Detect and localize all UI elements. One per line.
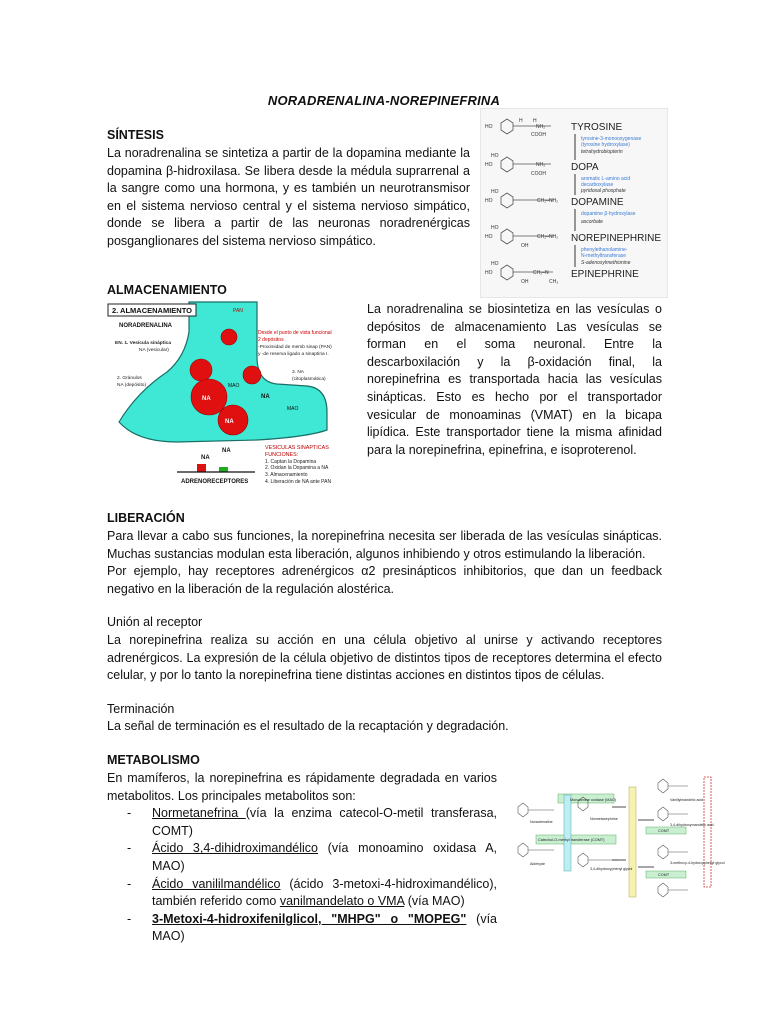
dopa-label: DOPA: [571, 162, 599, 173]
na-vesicle-label-1: NA: [202, 396, 211, 402]
dopamine-label: DOPAMINE: [571, 197, 624, 208]
metabolite-2-name: Ácido 3,4-dihidroximandélico: [152, 841, 318, 856]
ne-enzyme-2: N-methyltransferase: [581, 253, 627, 259]
vf-item-3: 3. Almacenamiento: [265, 472, 308, 478]
note-3: -Proximidad de memb sinap (PAN): [258, 345, 332, 350]
svg-text:CH₂–NH₂: CH₂–NH₂: [537, 198, 559, 204]
mao-label-1: MAO: [228, 383, 240, 389]
liberacion-text-a: Para llevar a cabo sus funciones, la norepinefrina necesita ser liberada de las vesículas sinápticas. Muchas sustancias modulan esta liberación, algunos inhibiendo y otros estimulando la liberación.: [107, 529, 662, 561]
tyrosine-enzyme-1: tyrosine-3-monooxygenase: [581, 136, 642, 142]
sintesis-text: La noradrenalina se sintetiza a partir de la dopamina mediante la dopamina β-hidroxilasa. Se libera desde la médula suprarrenal a la sangre como una hormona, y es también un neurotransmisor en el sistema nervioso central y el sistema nervioso simpático, donde se libera a partir de las neuronas noradrenérgicas posganglionares del sistema nervioso simpático.: [107, 146, 470, 248]
svg-text:NH₂: NH₂: [536, 124, 546, 130]
metabolite-item-3: [107, 876, 497, 911]
svg-text:HO: HO: [491, 225, 499, 231]
svg-text:CH₃: CH₃: [549, 279, 559, 285]
vf-title-2: FUNCIONES:: [265, 452, 299, 458]
synthesis-pathway-figure: [480, 108, 668, 298]
liberacion-text-b: Por ejemplo, hay receptores adrenérgicos α2 presinápticos inhibitorios, que dan un feedback negativo en la liberación de la regulación alostérica.: [107, 564, 662, 596]
almacenamiento-text: La noradrenalina se biosintetiza en las vesículas o depósitos de almacenamiento Las vesículas se forman en el soma neuronal. Entre la descarboxilación y la β-oxidación final, la norepinefrina es transportada hacia las vesículas sinápticas. Esto es hecho por el transportador vesicular de monoaminas (VMAT) en la bicapa lipídica. Este transportador tiene la misma afinidad para la norepinefrina, epinefrina, e isoproterenol.: [367, 302, 662, 457]
dopamine-enzyme: dopamine β-hydroxylase: [581, 211, 636, 217]
mao-label-2: MAO: [287, 406, 299, 412]
synthesis-pathway-diagram: [481, 109, 667, 297]
na-free-label-2: NA: [222, 448, 231, 454]
svg-text:HO: HO: [485, 162, 493, 168]
storage-subtitle: NORADRENALINA: [119, 323, 172, 329]
metabolite-item-1: [107, 805, 497, 840]
metab-comt-long-label: Catechol-O-methyl transferase (COMT): [538, 838, 605, 842]
metabolite-3-alt-name: vanilmandelato o VMA: [279, 894, 405, 909]
metabolite-2-detail: (vía monoamino oxidasa A, MAO): [152, 841, 497, 873]
svg-text:HO: HO: [485, 234, 493, 240]
vf-item-2: 2. Oxidan la Dopamina a NA: [265, 465, 329, 471]
metab-label-mhpg: 3-methoxy-4-hydroxyphenyl glycol: [670, 861, 725, 865]
receptor-green: [219, 467, 228, 472]
metab-comt-label-b: COMT: [658, 873, 670, 877]
metabolism-figure: [508, 775, 725, 915]
epinephrine-label: EPINEPHRINE: [571, 269, 639, 280]
metab-mao-label: Monoamine oxidase (MAO): [570, 798, 617, 802]
granule-label-1: 2. Gránulos: [117, 376, 142, 381]
svg-text:HO: HO: [491, 261, 499, 267]
metabolism-diagram: [508, 775, 725, 915]
page-title: NORADRENALINA-NOREPINEFRINA: [267, 93, 501, 108]
svg-text:CH₂–N: CH₂–N: [533, 270, 549, 276]
metabolite-4-detail: (vía MAO): [152, 911, 497, 944]
metabolite-item-2: [107, 840, 497, 875]
adrenoreceptors-label: ADRENORECEPTORES: [181, 479, 249, 485]
pan-label: PAN: [233, 308, 243, 314]
svg-text:CH₂–NH₂: CH₂–NH₂: [537, 234, 559, 240]
svg-text:H: H: [519, 118, 523, 124]
union-text: La norepinefrina realiza su acción en una célula objetivo al unirse y activando receptores adrenérgicos. La expresión de la célula objetivo de distintos tipos de receptores determina el efecto celular, y por lo tanto la norepinefrina tiene distintas acciones en distintos tipos de células.: [107, 633, 662, 683]
cyto-na-label-1: 3. NA: [292, 370, 304, 375]
vf-title-1: VESICULAS SINAPTICAS: [265, 445, 329, 451]
norepinephrine-label: NOREPINEPHRINE: [571, 233, 662, 244]
na-free-label-3: NA: [201, 455, 210, 461]
svg-text:NH₂: NH₂: [536, 162, 546, 168]
note-4: y -de reserva ligado a sinaptina I.: [258, 352, 329, 357]
metabolite-3-name: Ácido vanililmandélico: [152, 876, 281, 891]
tyrosine-enzyme-2: (tyrosine hydroxylase): [581, 142, 630, 148]
metab-label-ne: Noradrenaline: [530, 820, 553, 824]
metab-label-nm: Normetanephrine: [590, 817, 618, 821]
vf-item-1: 1. Captan la Dopamina: [265, 459, 317, 465]
metabolite-1-detail: (vía la enzima catecol-O-metil transferasa, COMT): [152, 806, 498, 838]
cofactor-1: tetrahydrobiopterin: [581, 149, 623, 155]
metab-comt-label-a: COMT: [658, 829, 670, 833]
metabolismo-heading: METABOLISMO: [107, 753, 200, 767]
almacenamiento-heading: ALMACENAMIENTO: [107, 283, 227, 297]
metabolite-3-alt-detail: (vía MAO): [404, 894, 465, 909]
svg-text:COOH: COOH: [531, 171, 546, 177]
vf-item-4: 4. Liberación de NA ante PAN: [265, 479, 332, 485]
receptor-red: [197, 464, 206, 472]
metabolite-list: [107, 805, 497, 946]
terminacion-text: La señal de terminación es el resultado de la recaptación y degradación.: [107, 719, 509, 733]
svg-text:HO: HO: [491, 153, 499, 159]
svg-text:COOH: COOH: [531, 132, 546, 138]
metabolite-1-name: Normetanefrina: [152, 806, 246, 821]
metabolismo-intro: En mamíferos, la norepinefrina es rápidamente degradada en varios metabolitos. Los principales metabolitos son:: [107, 771, 497, 803]
note-1: Desde el punto de vista funcional: [258, 330, 332, 336]
cofactor-3: ascorbate: [581, 219, 603, 225]
svg-text:HO: HO: [485, 198, 493, 204]
ne-enzyme-1: phenylethanolamine-: [581, 247, 628, 253]
svg-text:HO: HO: [485, 124, 493, 130]
metabolite-3-detail: (ácido 3-metoxi-4-hidroximandélico), también referido como: [152, 876, 498, 909]
cyto-na-label-2: (citoplasmática): [292, 377, 326, 382]
note-2: 2 depósitos: [258, 337, 284, 343]
dopa-enzyme-1: aromatic L-amino acid: [581, 176, 631, 182]
storage-diagram: [107, 302, 360, 488]
metab-label-dhma: 3,4-dihydroxymandelic acid: [670, 823, 714, 827]
cofactor-4: S-adenosylmethionine: [581, 260, 631, 266]
tyrosine-label: TYROSINE: [571, 122, 623, 133]
dopa-enzyme-2: decarboxylase: [581, 182, 614, 188]
svg-text:HO: HO: [491, 189, 499, 195]
sintesis-heading: SÍNTESIS: [107, 128, 164, 142]
metabolite-4-name: 3-Metoxi-4-hidroxifenilglicol, "MHPG" o "MOPEG": [152, 911, 467, 926]
vesicle-label-2: NA (vesicular): [139, 348, 169, 353]
metabolite-item-4: [107, 911, 497, 946]
union-heading: Unión al receptor: [107, 615, 203, 629]
granule-label-2: NA (depósito): [117, 383, 147, 388]
na-free-label-1: NA: [261, 394, 270, 400]
svg-text:OH: OH: [521, 279, 529, 285]
metab-label-vma: Vanillylmandelic acid: [670, 798, 704, 802]
vesicle-label-1: EN. 1. Vesícula sináptica: [115, 341, 171, 346]
metab-label-aldehyde: Aldehyde: [530, 862, 545, 866]
storage-figure: [107, 302, 360, 488]
storage-box-title: 2. ALMACENAMIENTO: [112, 306, 193, 315]
liberacion-heading: LIBERACIÓN: [107, 511, 185, 525]
terminacion-heading: Terminación: [107, 702, 175, 716]
metab-label-dhpg: 3,4-dihydroxyphenyl glycol: [590, 867, 633, 871]
svg-text:HO: HO: [485, 270, 493, 276]
svg-text:H: H: [533, 118, 537, 124]
cofactor-2: pyridoxal phosphate: [581, 188, 626, 194]
na-vesicle-label-2: NA: [225, 419, 234, 425]
metabolismo-body: [107, 770, 497, 946]
liberacion-body: [107, 528, 662, 598]
svg-text:OH: OH: [521, 243, 529, 249]
